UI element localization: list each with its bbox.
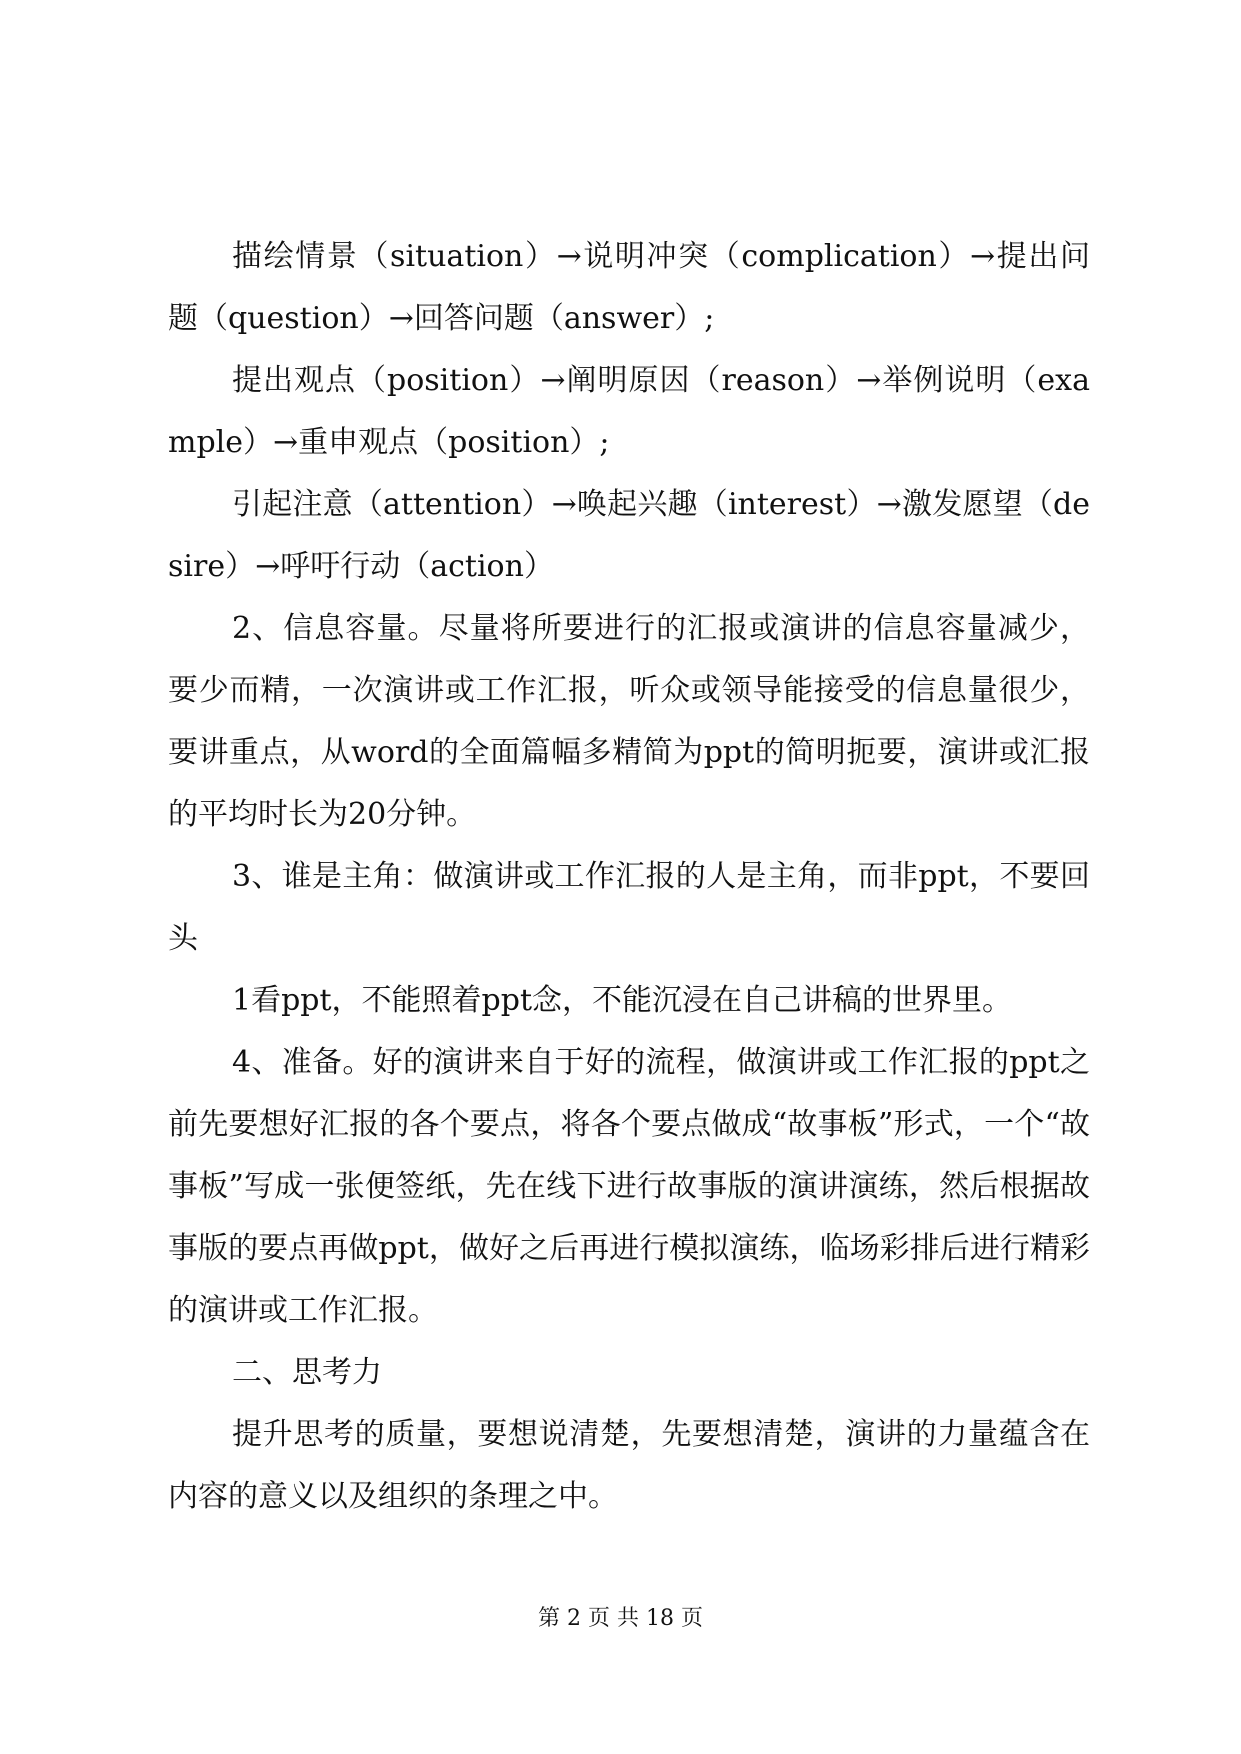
- paragraph-info-capacity: 2、信息容量。尽量将所要进行的汇报或演讲的信息容量减少，要少而精，一次演讲或工作汇报，听众或领导能接受的信息量很少，要讲重点，从word的全面篇幅多精简为ppt的简明扼要，演讲或汇报的平均时长为20分钟。: [168, 611, 1090, 832]
- section-heading-thinking: 二、思考力: [232, 1355, 382, 1390]
- paragraph-dont-read-ppt: 1看ppt，不能照着ppt念，不能沉浸在自己讲稿的世界里。: [232, 983, 1013, 1018]
- document-body: [168, 226, 1090, 1528]
- paragraph-thinking-quality: 提升思考的质量，要想说清楚，先要想清楚，演讲的力量蕴含在内容的意义以及组织的条理之中。: [168, 1417, 1090, 1514]
- paragraph-preparation: 4、准备。好的演讲来自于好的流程，做演讲或工作汇报的ppt之前先要想好汇报的各个要点，将各个要点做成“故事板”形式，一个“故事板”写成一张便签纸，先在线下进行故事版的演讲演练，然后根据故事版的要点再做ppt，做好之后再进行模拟演练，临场彩排后进行精彩的演讲或工作汇报。: [168, 1045, 1090, 1328]
- page-footer: 第 2 页 共 18 页: [538, 1606, 703, 1631]
- paragraph-scqa: 描绘情景（situation）→说明冲突（complication）→提出问题（question）→回答问题（answer）;: [168, 239, 1090, 336]
- paragraph-aida: 引起注意（attention）→唤起兴趣（interest）→激发愿望（desire）→呼吁行动（action）: [168, 487, 1090, 584]
- paragraph-who-is-lead: 3、谁是主角：做演讲或工作汇报的人是主角，而非ppt，不要回头: [168, 859, 1090, 956]
- paragraph-prep: 提出观点（position）→阐明原因（reason）→举例说明（example）→重申观点（position）;: [168, 363, 1090, 460]
